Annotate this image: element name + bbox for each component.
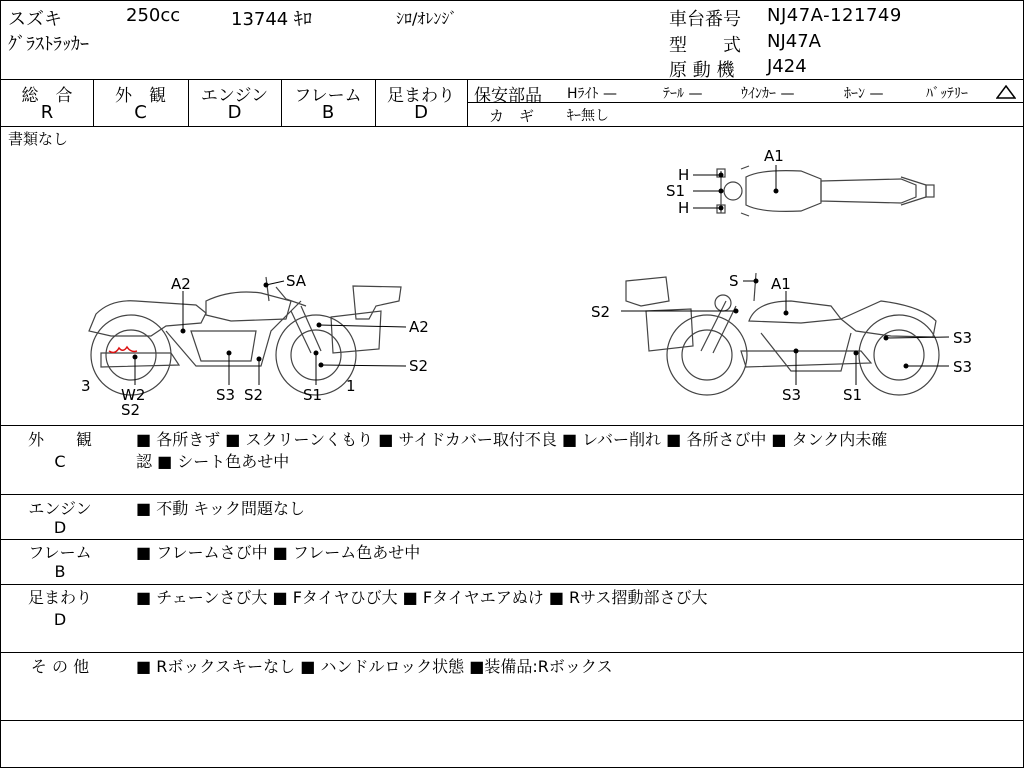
diagram-label: A2 [409,318,429,336]
diagram-label: S3 [953,358,973,376]
divider [467,79,468,126]
diagram-label: S3 [216,386,236,404]
diagram-label: S1 [303,386,323,404]
color: ｼﾛ/ｵﾚﾝｼﾞ [396,9,458,28]
diagram-label: 3 [81,377,91,395]
key-label: カ ギ [489,107,535,125]
diagram-label: H [678,166,690,184]
triangle-icon [996,85,1016,99]
type-value: NJ47A [767,31,821,52]
note-engine-grade: D [53,518,67,537]
grade-exterior-label: 外 観 [115,86,166,106]
diagram-label: 1 [346,377,356,395]
type-label: 型 式 [669,35,741,56]
damage-mark [109,347,137,352]
divider [1,494,1023,495]
diagram-label: S3 [953,329,973,347]
note-exterior-grade: C [54,452,66,471]
note-engine-text: ■ 不動 キック問題なし [136,499,305,518]
documents-status: 書類なし [8,130,69,148]
diagram-label: H [678,199,690,217]
model-name: ｸﾞﾗｽﾄﾗｯｶｰ [8,34,89,55]
note-suspension-grade: D [53,610,67,629]
grade-engine-value: D [227,102,242,123]
note-frame-text: ■ フレームさび中 ■ フレーム色あせ中 [136,543,421,562]
engine-value: J424 [767,56,807,77]
note-other-label: そ の 他 [30,657,90,676]
diagram-label: S [729,272,739,290]
note-frame-grade: B [54,562,66,581]
top-bike [717,166,934,216]
key-value: ｷｰ無し [567,108,609,124]
left-marker-dots [133,283,324,368]
divider [1,425,1023,426]
note-suspension-label: 足まわり [27,588,92,607]
diagram-label: S2 [244,386,264,404]
diagram-label: S3 [782,386,802,404]
divider [1,652,1023,653]
note-exterior-label: 外 観 [27,430,92,449]
diagram-label: A2 [171,275,191,293]
safety-headlight: Hﾗｲﾄ — [567,86,617,102]
grade-frame-label: フレーム [294,86,362,106]
diagram-label: A1 [764,147,784,165]
grade-engine-label: エンジン [200,86,269,106]
frame-no-label: 車台番号 [669,9,741,30]
safety-battery: ﾊﾞｯﾃﾘｰ [926,86,968,102]
diagram-label: S2 [591,303,611,321]
maker: スズキ [8,9,62,30]
diagram-label: W2 [121,386,146,404]
diagram-label: S2 [121,401,141,419]
top-marker-dots [719,173,779,211]
note-suspension-text: ■ チェーンさび大 ■ Fタイヤひび大 ■ Fタイヤエアぬけ ■ Rサス摺動部さび大 [136,588,708,607]
grade-total-label: 総 合 [21,86,73,106]
bike-diagram [1,127,1023,425]
divider [1,79,1023,80]
divider [1,584,1023,585]
displacement: 250cc [126,5,181,26]
note-engine-label: エンジン [28,499,92,518]
grade-total-value: R [40,102,54,123]
grade-exterior-value: C [134,102,147,123]
frame-no: NJ47A-121749 [767,5,902,26]
grade-suspension-value: D [414,102,428,123]
right-marker-dots [734,279,909,369]
safety-tail: ﾃｰﾙ — [663,86,703,102]
safety-winker: ｳｲﾝｶｰ — [741,86,795,102]
safety-horn: ﾎｰﾝ — [844,86,884,102]
divider [1,539,1023,540]
note-other-text: ■ Rボックスキーなし ■ ハンドルロック状態 ■装備品:Rボックス [136,657,613,676]
diagram-label: S1 [843,386,863,404]
safety-label: 保安部品 [474,86,542,106]
diagram-label: S1 [666,182,686,200]
divider [1,720,1023,721]
engine-label: 原 動 機 [669,60,735,81]
grade-suspension-label: 足まわり [387,86,455,106]
note-frame-label: フレーム [28,543,92,562]
note-exterior-text: ■ 各所きず ■ スクリーンくもり ■ サイドカバー取付不良 ■ レバー削れ ■ 各所さび中 ■ タンク内未確 [136,430,888,449]
diagram-label: SA [286,272,307,290]
diagram-label: S2 [409,357,429,375]
note-exterior-text-cont: 認 ■ シート色あせ中 [136,452,290,471]
grade-frame-value: B [321,102,335,123]
diagram-label: A1 [771,275,791,293]
mileage: 13744 ｷﾛ [231,9,312,30]
